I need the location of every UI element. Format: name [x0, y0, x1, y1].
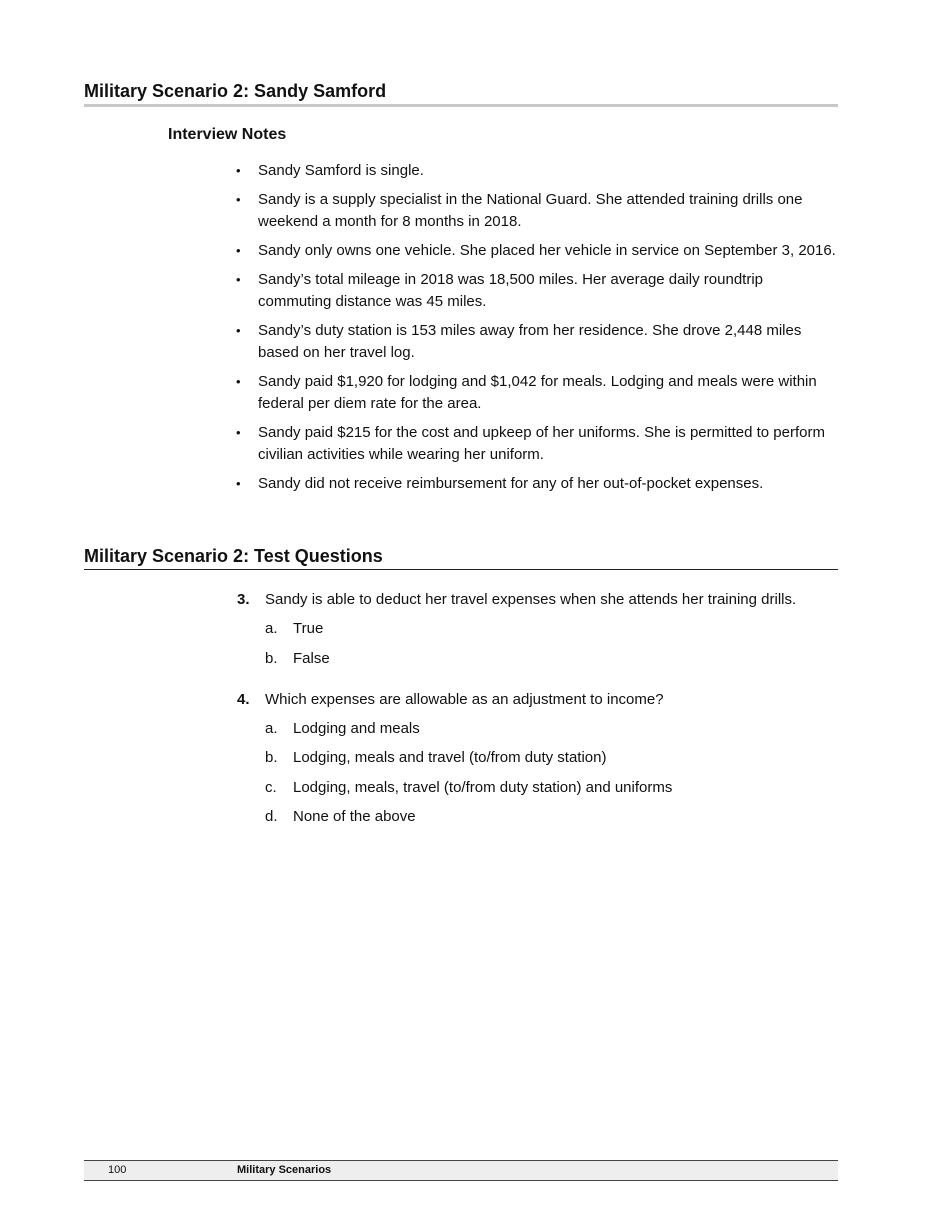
answer-option-b: [237, 747, 838, 769]
list-item: [236, 320, 840, 364]
note-text: Sandy did not receive reimbursement for any of her out-of-pocket expenses.: [258, 475, 764, 492]
bullet-icon: •: [236, 476, 241, 491]
note-text: Sandy’s total mileage in 2018 was 18,500 miles. Her average daily roundtrip commuting distance was 45 miles.: [258, 271, 764, 310]
bullet-icon: •: [236, 243, 241, 258]
option-letter: b.: [265, 749, 278, 766]
answer-option-c: [237, 777, 838, 799]
question-3: [237, 589, 838, 670]
bullet-icon: •: [236, 425, 241, 440]
option-letter: b.: [265, 649, 278, 667]
option-text: Lodging, meals, travel (to/from duty station) and uniforms: [293, 778, 673, 796]
option-text: True: [293, 620, 324, 637]
answer-option-a: [237, 618, 838, 640]
scenario-title: Military Scenario 2: Sandy Samford: [84, 81, 387, 101]
page-number: 100: [108, 1164, 127, 1176]
answer-options: [237, 718, 838, 829]
bullet-icon: •: [236, 323, 241, 338]
answer-option-b: [237, 648, 838, 670]
note-text: Sandy is a supply specialist in the National Guard. She attended training drills one weekend a month for 8 months in 2018.: [258, 191, 803, 230]
test-questions: [237, 589, 838, 847]
interview-notes-list: [236, 160, 840, 502]
bullet-icon: •: [236, 163, 241, 178]
note-text: Sandy paid $215 for the cost and upkeep of her uniforms. She is permitted to perform civilian activities while wearing her uniform.: [258, 424, 825, 463]
option-text: False: [293, 649, 330, 667]
list-item: [236, 371, 840, 415]
question-number: 3.: [237, 591, 250, 608]
option-text: None of the above: [293, 808, 416, 825]
option-text: Lodging and meals: [293, 719, 420, 737]
question-number: 4.: [237, 690, 250, 708]
note-text: Sandy Samford is single.: [258, 162, 424, 179]
answer-option-d: [237, 806, 838, 828]
question-text: Which expenses are allowable as an adjustment to income?: [265, 690, 664, 708]
note-text: Sandy paid $1,920 for lodging and $1,042 for meals. Lodging and meals were within federal per diem rate for the area.: [258, 373, 817, 412]
note-text: Sandy’s duty station is 153 miles away from her residence. She drove 2,448 miles based on her travel log.: [258, 322, 802, 361]
test-questions-title: Military Scenario 2: Test Questions: [84, 546, 383, 566]
answer-options: [237, 618, 838, 670]
question-stem: [237, 589, 838, 611]
page-footer: [84, 1160, 838, 1181]
question-stem: [237, 689, 838, 711]
list-item: [236, 269, 840, 313]
bullet-icon: •: [236, 374, 241, 389]
option-letter: c.: [265, 778, 277, 796]
footer-section-title: Military Scenarios: [237, 1164, 332, 1176]
title-divider: [84, 104, 838, 107]
list-item: [236, 473, 840, 495]
note-text: Sandy only owns one vehicle. She placed her vehicle in service on September 3, 2016.: [258, 242, 836, 259]
option-letter: a.: [265, 719, 278, 737]
test-title-divider: [84, 569, 838, 570]
question-4: [237, 689, 838, 829]
list-item: [236, 240, 840, 262]
list-item: [236, 189, 840, 233]
option-letter: d.: [265, 808, 278, 825]
bullet-icon: •: [236, 272, 241, 287]
option-letter: a.: [265, 620, 278, 637]
answer-option-a: [237, 718, 838, 740]
option-text: Lodging, meals and travel (to/from duty station): [293, 749, 607, 766]
list-item: [236, 422, 840, 466]
interview-notes-heading: Interview Notes: [168, 126, 287, 143]
list-item: [236, 160, 840, 182]
bullet-icon: •: [236, 192, 241, 207]
question-text: Sandy is able to deduct her travel expenses when she attends her training drills.: [265, 591, 797, 608]
